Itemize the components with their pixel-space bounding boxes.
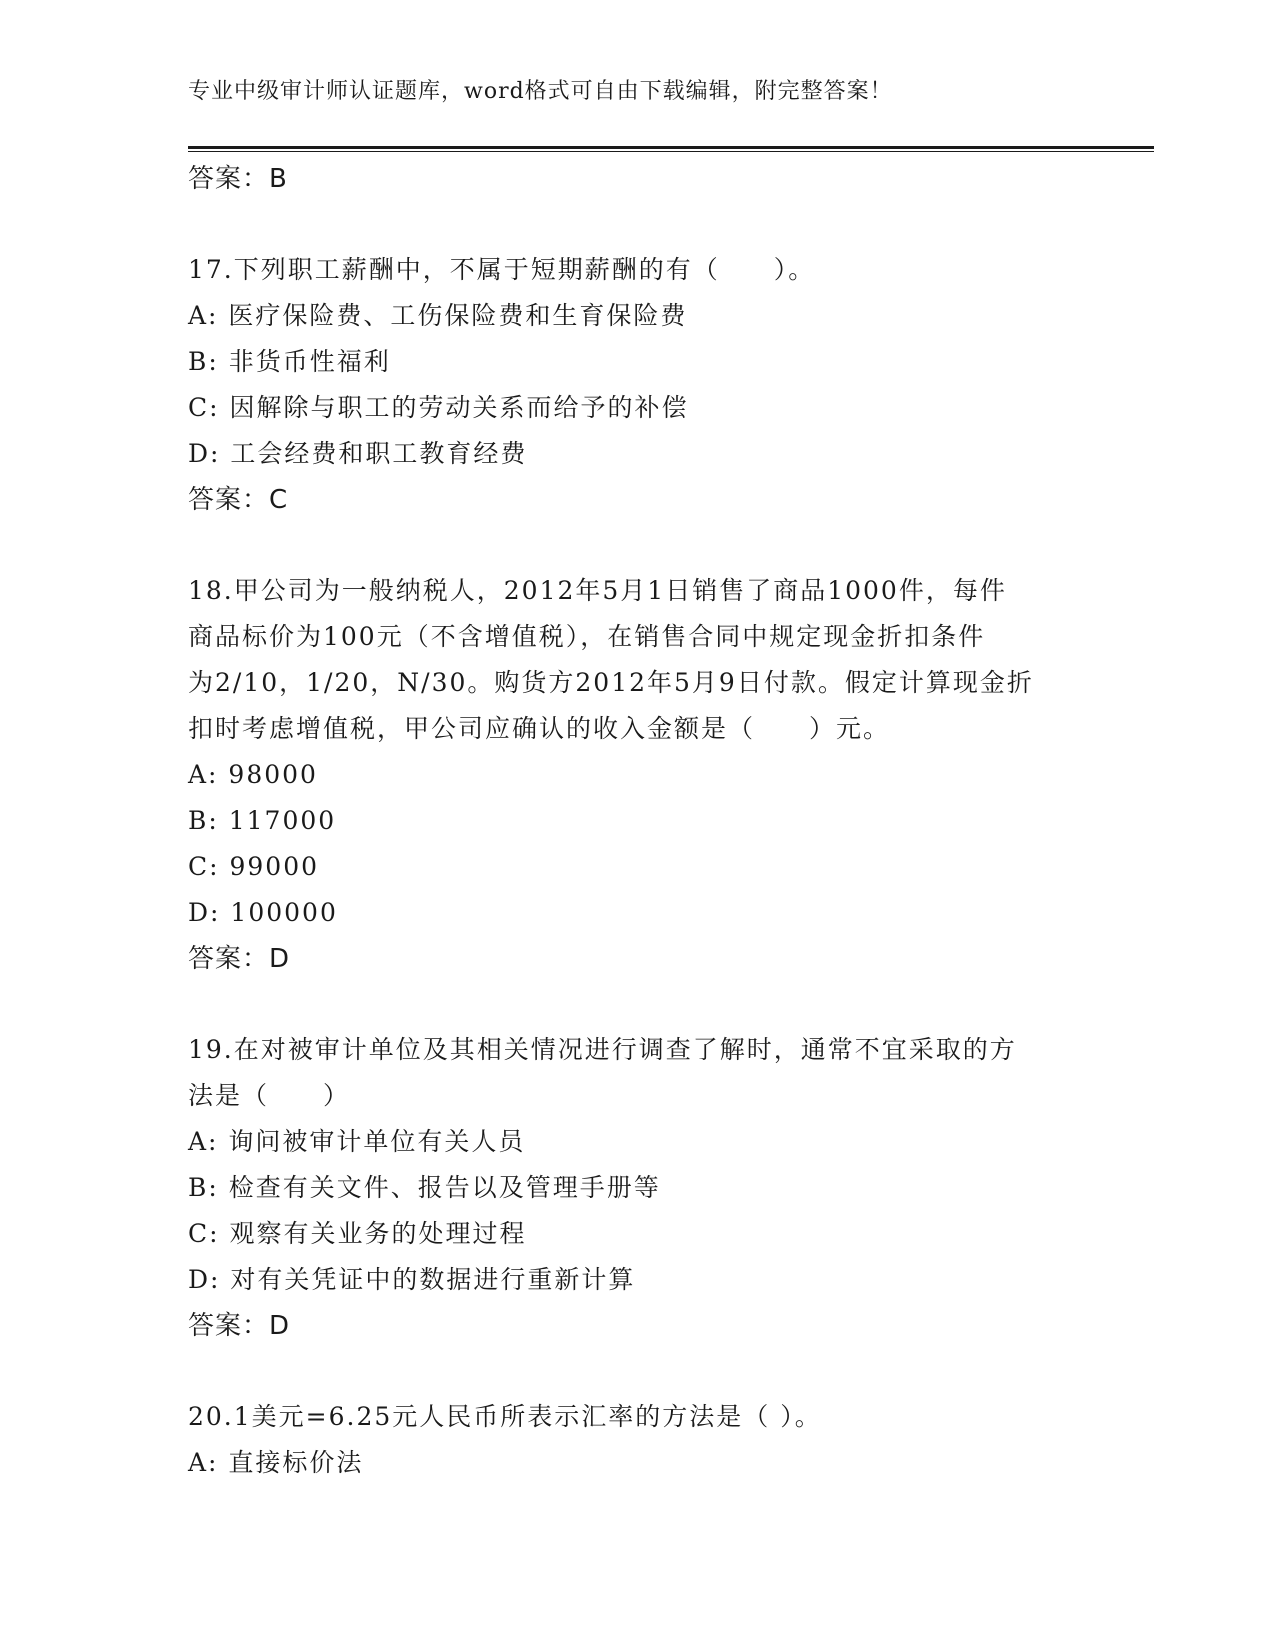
- option-a: A: 询问被审计单位有关人员: [188, 1127, 526, 1156]
- question-stem: 17.下列职工薪酬中，不属于短期薪酬的有（ ）。: [188, 255, 816, 284]
- option-c: C: 因解除与职工的劳动关系而给予的补偿: [188, 393, 689, 422]
- spacer: [188, 1349, 1088, 1394]
- question-stem: 18.甲公司为一般纳税人，2012年5月1日销售了商品1000件，每件: [188, 576, 1007, 605]
- option-b: B: 非货币性福利: [188, 347, 391, 376]
- option-d: D: 对有关凭证中的数据进行重新计算: [188, 1265, 636, 1294]
- question-17: [188, 247, 1088, 523]
- answer-prev: 答案：B: [188, 164, 288, 194]
- question-stem: 商品标价为100元（不含增值税），在销售合同中规定现金折扣条件: [188, 622, 986, 651]
- question-stem: 法是（ ）: [188, 1081, 351, 1110]
- question-stem: 扣时考虑增值税，甲公司应确认的收入金额是（ ）元。: [188, 714, 891, 743]
- question-18: [188, 568, 1088, 982]
- spacer: [188, 982, 1088, 1027]
- answer: 答案：D: [188, 944, 291, 974]
- option-c: C: 99000: [188, 852, 320, 881]
- option-a: A: 98000: [188, 760, 318, 789]
- question-stem: 20.1美元=6.25元人民币所表示汇率的方法是（ ）。: [188, 1402, 822, 1431]
- header-divider: [188, 146, 1154, 152]
- question-content: [188, 156, 1088, 1486]
- option-d: D: 100000: [188, 898, 338, 927]
- answer: 答案：C: [188, 485, 289, 515]
- option-b: B: 检查有关文件、报告以及管理手册等: [188, 1173, 661, 1202]
- option-b: B: 117000: [188, 806, 337, 835]
- question-19: [188, 1027, 1088, 1349]
- answer: 答案：D: [188, 1311, 291, 1341]
- spacer: [188, 523, 1088, 568]
- option-a: A: 医疗保险费、工伤保险费和生育保险费: [188, 301, 688, 330]
- page-header: 专业中级审计师认证题库，word格式可自由下载编辑，附完整答案！: [188, 79, 893, 104]
- option-a: A: 直接标价法: [188, 1448, 364, 1477]
- question-20: [188, 1394, 1088, 1486]
- option-d: D: 工会经费和职工教育经费: [188, 439, 528, 468]
- spacer: [188, 202, 1088, 247]
- question-stem: 19.在对被审计单位及其相关情况进行调查了解时，通常不宜采取的方: [188, 1035, 1017, 1064]
- option-c: C: 观察有关业务的处理过程: [188, 1219, 527, 1248]
- question-stem: 为2/10，1/20，N/30。购货方2012年5月9日付款。假定计算现金折: [188, 668, 1034, 697]
